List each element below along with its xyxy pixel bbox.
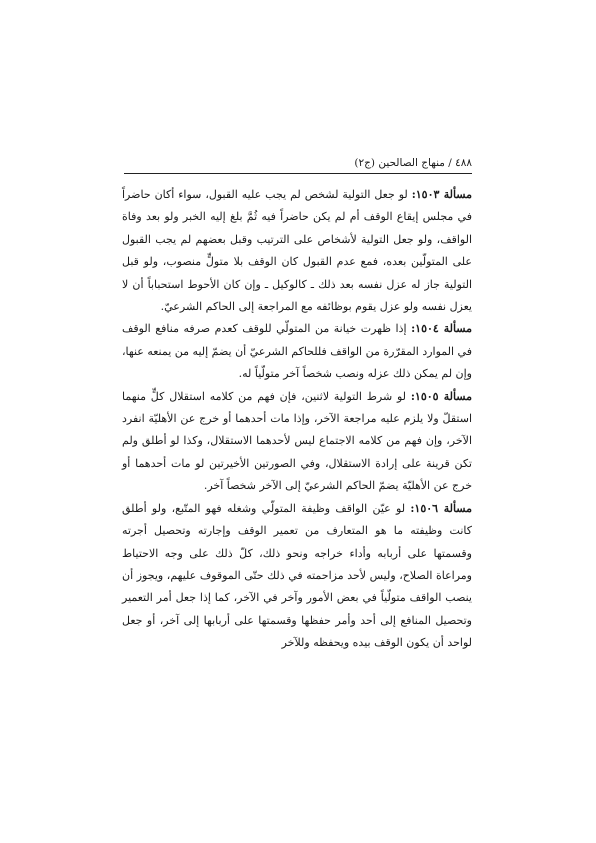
issue-text: لو جعل التولية لشخص لم يجب عليه القبول، سواء أكان حاضراً في مجلس إيقاع الوقف أم لم يكن حاضراً فيه ثُمَّ بلغ إليه الخبر ولو بعد وفاة الواقف، ولو جعل التولية لأشخاص على الترتيب وقبل بعضهم لم يجب القبول على المتولّين بعده، فمع عدم القبول كان الوقف بلا متولٍّ منصوب، ولو قبل التولية جاز له عزل نفسه بعد ذلك ـ كالوكيل ـ وإن كان الأحوط استحباباً أن لا يعزل نفسه ولو عزل يقوم بوظائفه مع المراجعة إلى الحاكم الشرعيّ. — [122, 188, 472, 314]
paragraph-1506 — [122, 498, 472, 655]
issue-label: مسألة ١٥٠٣: — [411, 188, 472, 201]
running-header — [124, 153, 472, 174]
issue-label: مسألة ١٥٠٦: — [410, 501, 472, 515]
issue-text: إذا ظهرت خيانة من المتولّي للوقف كعدم صرفه منافع الوقف في الموارد المقرّرة من الواقف فللحاكم الشرعيّ أن يضمّ إليه من يمنعه عنها، وإن لم يمكن ذلك عزله ونصب شخصاً آخر متولّياً له. — [122, 322, 472, 381]
issue-text: لو شرط التولية لاثنين، فإن فهم من كلامه استقلال كلٍّ منهما استقلّ ولا يلزم عليه مراجعة الآخر، وإذا مات أحدهما أو خرج عن الأهليّة انفرد الآخر، وإن فهم من كلامه الاجتماع ليس لأحدهما الاستقلال، وكذا لو أطلق ولم تكن قرينة على إرادة الاستقلال، وفي الصورتين الأخيرتين لو مات أحدهما أو خرج عن الأهليّة يضمّ الحاكم الشرعيّ إلى الآخر شخصاً آخر. — [122, 389, 472, 493]
paragraph-1504 — [122, 318, 472, 385]
page-body — [122, 184, 472, 655]
issue-label: مسألة ١٥٠٤: — [411, 322, 472, 336]
page-number-and-title: ٤٨٨ / منهاج الصالحين (ج٢) — [354, 157, 472, 169]
paragraph-1505 — [122, 386, 472, 498]
issue-text: لو عيّن الواقف وظيفة المتولّي وشغله فهو المتّبع، ولو أطلق كانت وظيفته ما هو المتعارف من تعمير الوقف وإجارته وتحصيل أجرته وقسمتها على أربابه وأداء خراجه ونحو ذلك، كلّ ذلك على وجه الاحتياط ومراعاة الصلاح، وليس لأحد مزاحمته في ذلك حتّى الموقوف عليهم، ويجوز أن ينصب الواقف متولّياً في بعض الأمور وآخر في الآخر، كما إذا جعل أمر التعمير وتحصيل المنافع إلى أحد وأمر حفظها وقسمتها على أربابها إلى آخر، أو جعل لواحد أن يكون الوقف بيده ويحفظه وللآخر — [122, 501, 472, 650]
paragraph-1503 — [122, 184, 472, 318]
issue-label: مسألة ١٥٠٥: — [410, 389, 473, 403]
